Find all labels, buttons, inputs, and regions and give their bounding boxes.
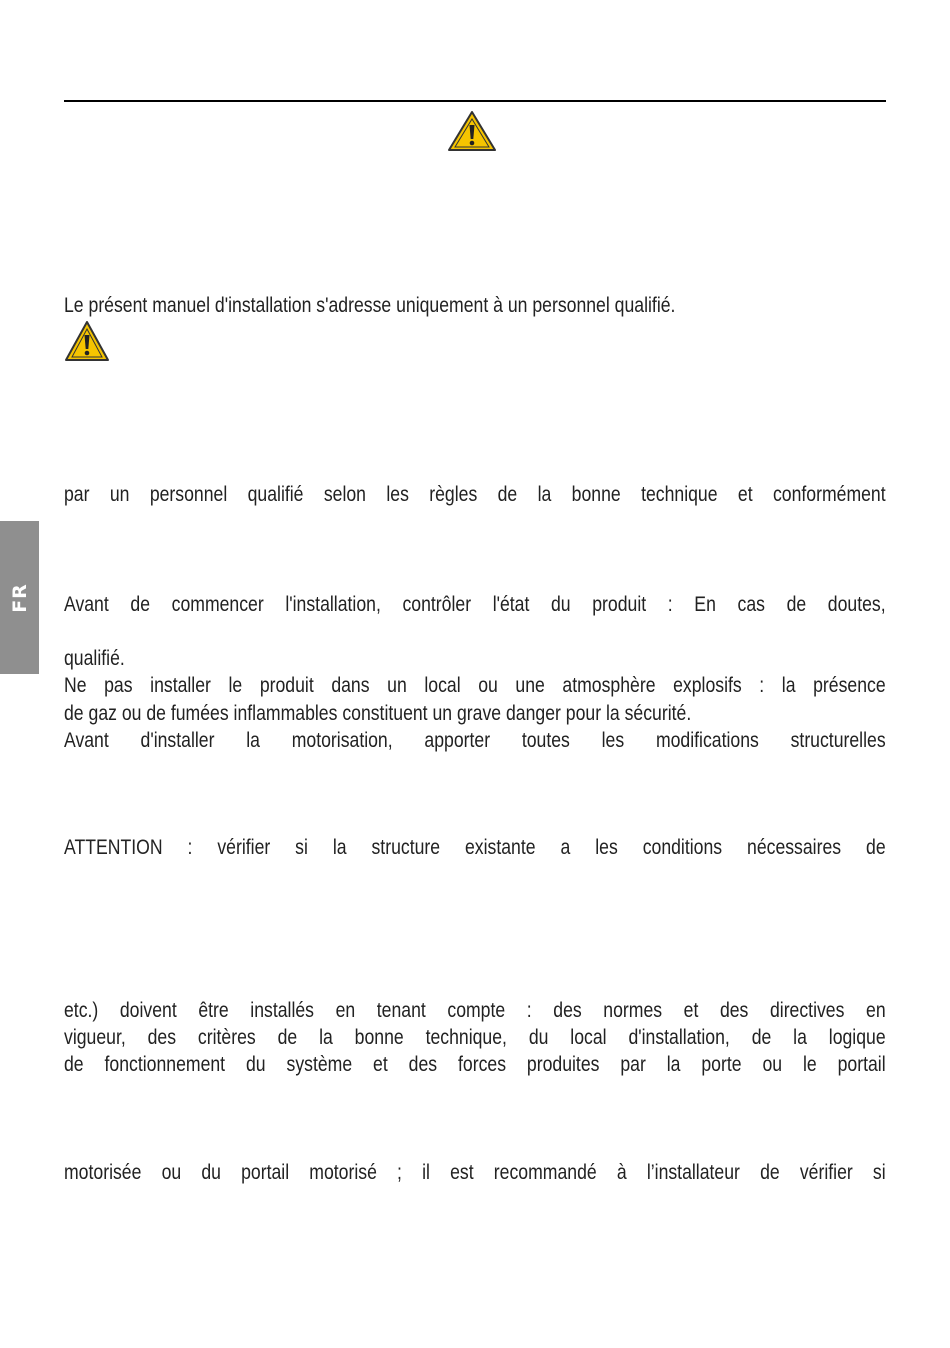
text-line: ATTENTION : vérifier si la structure existante a les conditions nécessaires de [64,835,886,859]
text-line: qualifié. [64,646,125,670]
text-line: par un personnel qualifié selon les règles de la bonne technique et conformément [64,482,886,506]
text-line: Avant d'installer la motorisation, apporter toutes les modifications structurelles [64,728,886,752]
text-line: etc.) doivent être installés en tenant compte : des normes et des directives en [64,998,886,1022]
header-rule [64,100,886,102]
text-line: motorisée ou du portail motorisé ; il est recommandé à l’installateur de vérifier si [64,1160,886,1184]
language-tab-label: FR [8,582,31,613]
warning-triangle-icon [447,110,497,152]
warning-triangle-icon [64,320,110,362]
text-line: Le présent manuel d'installation s'adresse uniquement à un personnel qualifié. [64,293,676,317]
language-tab [0,521,39,674]
text-line: Ne pas installer le produit dans un local ou une atmosphère explosifs : la présence [64,673,886,697]
text-line: de fonctionnement du système et des forces produites par la porte ou le portail [64,1052,886,1076]
text-line: vigueur, des critères de la bonne technique, du local d'installation, de la logique [64,1025,886,1049]
text-line: Avant de commencer l'installation, contrôler l'état du produit : En cas de doutes, [64,592,886,616]
text-line: de gaz ou de fumées inflammables constituent un grave danger pour la sécurité. [64,701,692,725]
